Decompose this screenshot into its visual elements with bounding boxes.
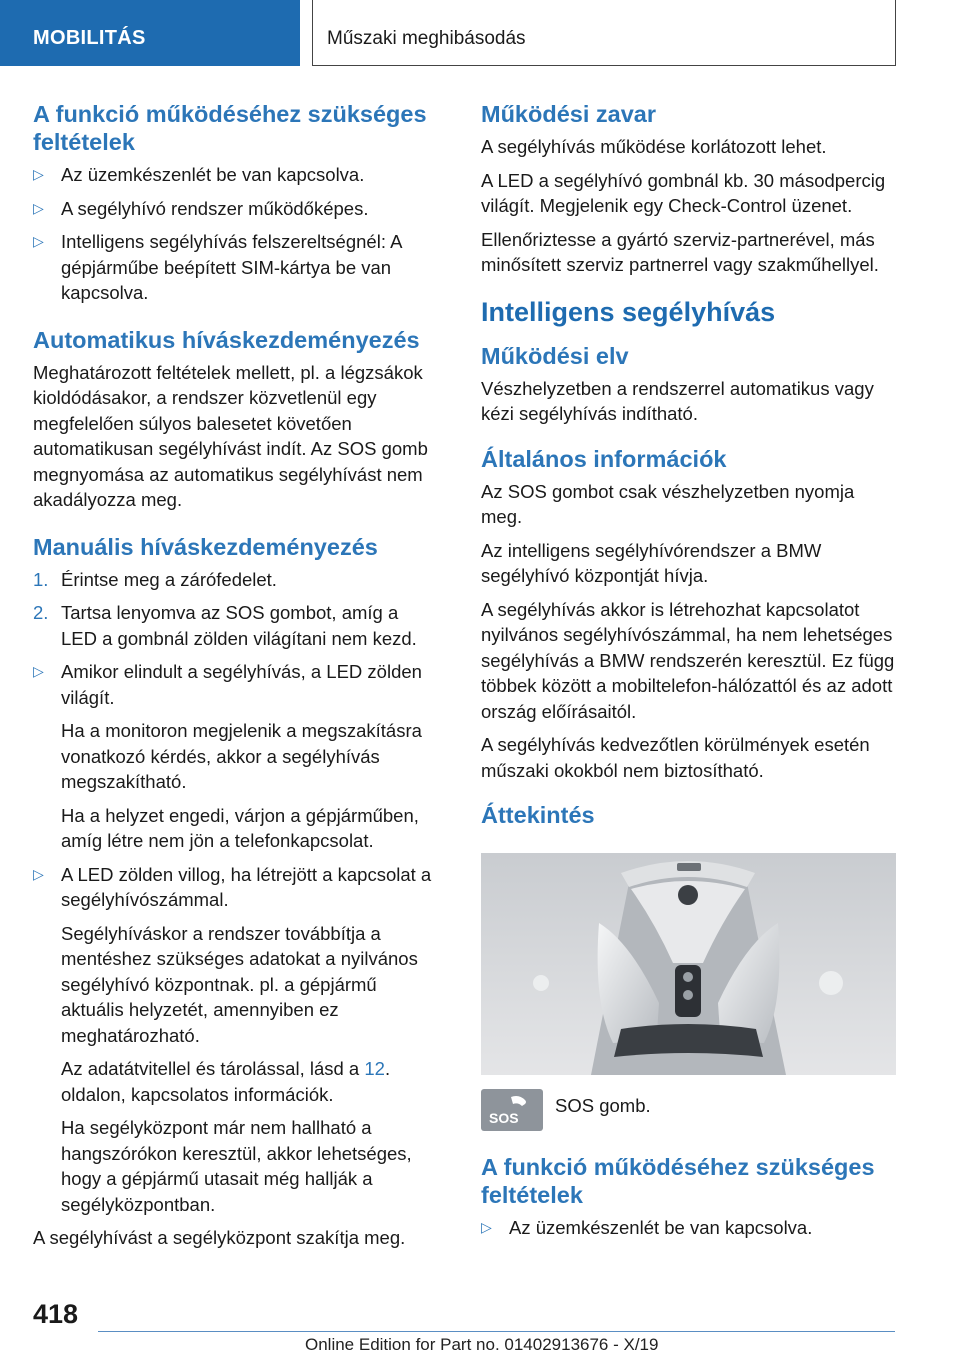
footer-divider [98,1331,895,1332]
paragraph: Ellenőriztesse a gyártó szerviz-partnerével, más minősített szerviz partnerrel vagy szakműhellyel. [481,228,879,275]
paragraph: Az SOS gombot csak vészhelyzetben nyomja meg. [481,480,855,527]
page-link[interactable]: 12 [364,1058,385,1079]
page-number: 418 [33,1299,79,1329]
heading-requirements-2: A funkció működéséhez szükséges feltételek [481,1154,875,1208]
triangle-bullet-icon: ▷ [33,865,44,882]
triangle-bullet-icon: ▷ [33,663,44,679]
heading-malfunction: Működési zavar [481,101,657,127]
paragraph: A segélyhívást a segélyközpont szakítja meg. [33,1227,406,1248]
list-item: ▷ Az üzemkészenlét be van kapcsolva. [481,1215,896,1241]
sos-button-icon: SOS [481,1089,543,1131]
paragraph: Ha a helyzet engedi, várjon a gépjárműben, amíg létre nem jön a telefonkapcsolat. [61,804,419,851]
right-column [481,100,896,1249]
triangle-bullet-icon: ▷ [33,233,44,249]
triangle-bullet-icon: ▷ [33,166,44,182]
overhead-console-photo [481,853,896,1075]
paragraph: A LED a segélyhívó gombnál kb. 30 másodpercig világít. Megjelenik egy Check-Control üzenet. [481,169,886,216]
triangle-bullet-icon: ▷ [481,1219,492,1235]
paragraph: Meghatározott feltételek mellett, pl. a légzsákok kioldódásakor, a rendszer közvetlenül egy megfelelően súlyos balesetet követően automatikusan segélyhívást indít. Az SOS gomb megnyomása az automatikus segélyhívást nem akadályozza meg. [33,361,428,510]
paragraph: A segélyhívás kedvezőtlen körülmények esetén műszaki okokból nem biztosítható. [481,734,870,781]
chapter-title: Műszaki meghibásodás [312,0,896,66]
list-item: ▷ Amikor elindult a segélyhívás, a LED zölden világít. [33,661,422,708]
edition-note: Online Edition for Part no. 01402913676 - X/19 [305,1335,659,1354]
heading-requirements: A funkció működéséhez szükséges feltételek [33,101,427,155]
left-column [33,100,438,1259]
list-item: ▷ A LED zölden villog, ha létrejött a kapcsolat a segélyhívószámmal. [33,863,432,910]
list-item: ▷ Az üzemkészenlét be van kapcsolva. [33,162,438,188]
section-tab[interactable]: MOBILITÁS [0,0,300,66]
heading-general-info: Általános információk [481,445,727,472]
list-item: ▷ Intelligens segélyhívás felszereltségnél: A gépjárműbe beépített SIM-kártya be van kapcsolva. [33,231,402,303]
paragraph: Vészhelyzetben a rendszerrel automatikus vagy kézi segélyhívás indítható. [481,377,874,424]
heading-manual-call: Manuális híváskezdeményezés [33,533,378,560]
paragraph: Ha a monitoron megjelenik a megszakításra vonatkozó kérdés, akkor a segélyhívás megszakítható. [61,720,422,792]
heading-auto-call: Automatikus híváskezdeményezés [33,326,420,353]
overhead-console-illustration [481,853,896,1075]
paragraph: Az adatátvitellel és tárolással, lásd a 12. oldalon, kapcsolatos információk. [61,1058,391,1105]
paragraph: A segélyhívás működése korlátozott lehet. [481,136,827,157]
step-item: 2. Tartsa lenyomva az SOS gombot, amíg a LED a gombnál zölden világítani nem kezd. [33,602,417,649]
paragraph: Az intelligens segélyhívórendszer a BMW segélyhívó központját hívja. [481,539,822,586]
list-item: ▷ A segélyhívó rendszer működőképes. [33,196,438,222]
heading-overview: Áttekintés [481,802,595,828]
step-item: 1. Érintse meg a zárófedelet. [33,568,277,590]
paragraph: Ha segélyközpont már nem hallható a hangszórókon keresztül, akkor lehetséges, hogy a gépjármű utasait még hallják a segélyközpontban. [61,1117,412,1215]
heading-principle: Működési elv [481,342,629,369]
triangle-bullet-icon: ▷ [33,199,44,216]
heading-intelligent-call: Intelligens segélyhívás [481,296,776,327]
sos-caption: SOS gomb. [555,1095,651,1116]
sos-legend [481,1089,896,1131]
paragraph: A segélyhívás akkor is létrehozhat kapcsolatot nyilvános segélyhívószámmal, ha nem lehetséges segélyhívás a BMW rendszerén keresztül. Ez függ többek között a mobiltelefon-hálózattól és az adott ország előírásaitól. [481,598,895,722]
paragraph: Segélyhíváskor a rendszer továbbítja a mentéshez szükséges adatokat a nyilvános segélyhívó központnak. pl. a gépjármű aktuális helyzetét, amennyiben ez meghatározható. [61,922,418,1046]
